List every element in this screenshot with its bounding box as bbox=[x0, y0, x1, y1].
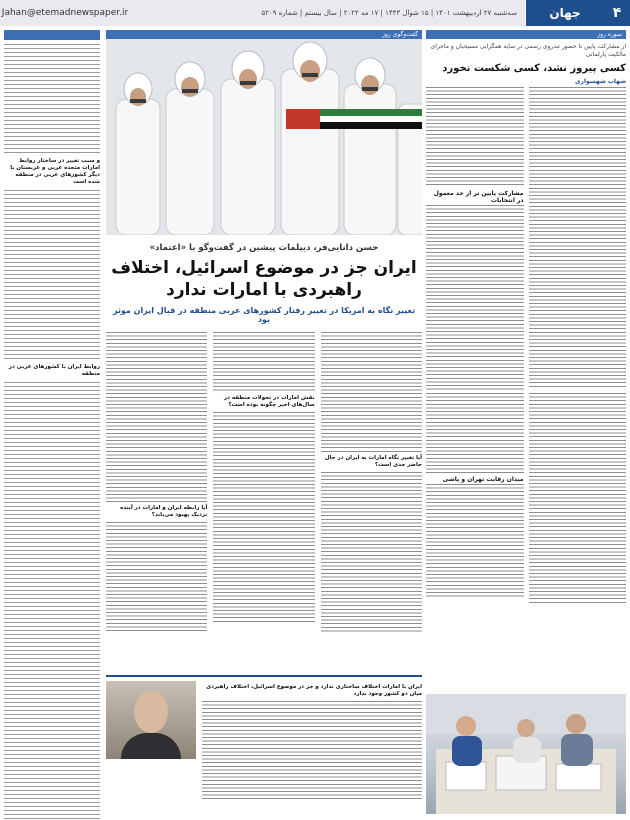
main-subtitle: تغییر نگاه به امریکا در تغییر رفتار کشورهای عربی منطقه در قبال ایران موثر بود bbox=[112, 306, 416, 324]
body-text bbox=[106, 522, 207, 632]
body-text-column bbox=[529, 393, 627, 603]
right-news-column bbox=[426, 30, 626, 814]
body-text bbox=[426, 87, 524, 187]
right-subhead: میدان رقابت تهران و پاشی bbox=[442, 476, 524, 483]
main-photo bbox=[106, 39, 422, 235]
interview-question: آیا رابطه ایران و امارات در آینده نزدیک بهبود می‌یابد؟ bbox=[120, 505, 208, 518]
interview-question: نقش امارات در تحولات منطقه در سال‌های اخیر چگونه بوده است؟ bbox=[223, 395, 315, 408]
body-text bbox=[213, 332, 314, 392]
body-text-column bbox=[321, 332, 422, 632]
body-text bbox=[321, 332, 422, 452]
page-number: ۴ bbox=[604, 0, 630, 26]
body-text bbox=[4, 190, 100, 360]
interview-question: آیا تغییر نگاه امارات به ایران در حال حاضر جدی است؟ bbox=[324, 455, 422, 468]
ballot-count-photo bbox=[426, 694, 626, 814]
interviewee-portrait bbox=[106, 681, 196, 759]
body-text-column bbox=[106, 332, 207, 632]
body-text-column bbox=[426, 87, 524, 387]
main-story-body bbox=[106, 332, 422, 632]
section-title: جهان bbox=[526, 0, 604, 26]
right-byline: شهاب شهسواری bbox=[575, 78, 626, 85]
body-text bbox=[202, 701, 422, 801]
body-text-column bbox=[529, 87, 627, 387]
right-article-body-2 bbox=[426, 393, 626, 603]
right-subhead: مشارکت پایین تر از حد معمول در انتخابات bbox=[433, 190, 524, 204]
funeral-procession-illustration bbox=[106, 39, 422, 235]
body-text bbox=[426, 205, 524, 390]
body-text-column bbox=[426, 393, 524, 603]
headline-kicker: حسن دانایی‌فر، دیپلمات پیشین در گفت‌وگو با «اعتماد» bbox=[149, 243, 379, 253]
right-kicker: از مشارکت پایین تا حضور تندروی رسمی در سایه همگرایی مسیحیان و ماجرای مالکیت پارلمانی bbox=[430, 43, 626, 58]
dateline: سه‌شنبه ۲۷ اردیبهشت ۱۴۰۱ | ۱۵ شوال ۱۴۴۳ | ۱۷ مه ۲۰۲۲ | سال بیستم | شماره ۵۲۰۹ bbox=[130, 0, 526, 26]
right-article-title[interactable]: کسی پیروز نشد، کسی شکست نخورد bbox=[442, 63, 626, 74]
box-pull-quote: ایران با امارات اختلاف ساختاری ندارد و جز در موضوع اسرائیل، اختلاف راهبردی میان دو کشور وجود ندارد bbox=[206, 684, 422, 697]
left-column-bar bbox=[4, 30, 100, 40]
left-bold-lead: و سبب تغییر در ساختار روابط امارات متحده عربی و عربستان با دیگر کشورهای عربی در منطقه شده است bbox=[10, 158, 100, 185]
body-text bbox=[4, 382, 100, 820]
body-text-column bbox=[213, 332, 314, 632]
main-story bbox=[106, 30, 422, 814]
right-section-bar: سوره روز bbox=[426, 30, 626, 39]
right-article-body bbox=[426, 87, 626, 387]
interviewee-box bbox=[106, 675, 422, 814]
body-text bbox=[321, 472, 422, 632]
left-column bbox=[4, 44, 100, 814]
body-text bbox=[426, 393, 524, 473]
box-text-area bbox=[202, 681, 422, 814]
body-text bbox=[106, 332, 207, 502]
main-headline[interactable]: ایران جز در موضوع اسرائیل، اختلاف راهبردی با امارات ندارد bbox=[111, 258, 417, 300]
page-header bbox=[0, 0, 630, 26]
ballot-count-illustration bbox=[426, 694, 626, 814]
left-bold-lead: روابط ایران با کشورهای عربی در منطقه bbox=[8, 364, 100, 377]
body-text bbox=[4, 44, 100, 154]
body-text bbox=[213, 412, 314, 622]
photo-caption-bar: گفت‌وگوی روز bbox=[106, 30, 422, 39]
section-email[interactable]: Jahan@etemadnewspaper.ir bbox=[0, 0, 130, 26]
body-text bbox=[426, 484, 524, 599]
